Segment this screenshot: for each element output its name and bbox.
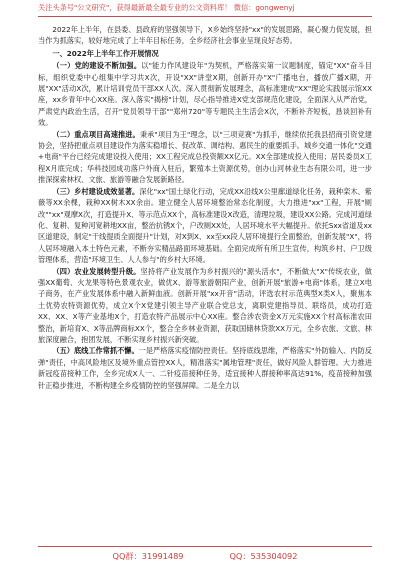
paragraph-bottom-line xyxy=(38,345,372,391)
paragraph-title: （三）乡村建设成效显著。 xyxy=(52,186,140,196)
paragraph-agriculture xyxy=(38,266,372,346)
paragraph-rural-construction xyxy=(38,186,372,266)
paragraph-text: 秉承"项目为王"理念，以"三项竞赛"为抓手，继续依托我县招商引资党建协会，坚持把重点项目建设作为落实稳增长、促改革、调结构、惠民生的重要抓手。城乡交通一体化"交通+电商"平台已经完成建设投入使用；XX工程完成总投资额XX亿元。XX全部建成投入使用；居民委员X工程X月底完成；华科技园成功落户外商入驻后，繁殖本土资源优势，创办山河林业生态有限公司，进一步推深探索林权、文旅、旅游等融合发展新路径。 xyxy=(38,129,372,185)
paragraph-text: 深化"xx"国土绿化行动，完成XX沿线X公里廊道绿化任务，栽种栾木、紫薇等XX余棵，栽种XX树木XX余亩。建立健全人居环境整治常态化制度，大力推进"xx"工程，开展"厕改""xx"观摩X次，打造提升X、等示范点XX个，高标准建设X改造，清理垃圾，建设XX公路。完成河道绿化、复耕、复种河宽耕地XX亩，整治抗锈X个，户改厕XX处，人居环境水平大幅提升。依托Sxx省道及xx区道建设，制定"干线提质全面提升"计划，对X到X、xx至xx段人居环境提行全面整治，创新发展"X"，将人居环境融入本土特色元素，不断夯实精品路面环境基础。全面完成所有所卫生宣传，构筑乡村、户卫级管理体系，营造"环境卫生、人人参与"的乡村大环境。 xyxy=(38,186,372,265)
header-divider xyxy=(38,16,372,17)
paragraph-title: （四）农业发展转型升级。 xyxy=(52,266,141,276)
paragraph-text: 一是严格落实疫情防控责任。坚持底线思维，严格落实"外防输入、内防反弹"责任，中高风险地区及境外重点管控XX人，精准落实"属地管理"责任，做好风险人群管理。大力推进新冠疫苗接种工作，全乡完成X人一、二针疫苗接种任务，适宜接种人群接种率高达91%，疫苗接种加强针正稳步推进，不断构建全乡疫情防控的坚强屏障。二是全力以 xyxy=(38,346,372,390)
footer-divider xyxy=(38,546,372,547)
footer xyxy=(38,551,372,562)
footer-qq-group: QQ群：31991489 xyxy=(112,551,184,561)
paragraph-title: （五）底线工作常抓不懈。 xyxy=(52,346,139,356)
section-heading: 一、2022年上半年工作开展情况 xyxy=(52,48,159,58)
document-body xyxy=(38,24,372,391)
paragraph-party-building xyxy=(38,60,372,128)
paragraph-text: 坚持将产业发展作为乡村振兴的"源头活水"，不断做大"X"传统农业，做强XX葡萄、火龙果等特色景观农业，做优X、游等旅游朝阳产业，创新开展"旅游+电商"体系，建立X电子商务，在产业发展体系中融入新鲜血液。创新开展"xx开音"活动，评选农村示范典型X类X人，聚焦本土优势农特资源优势，成立X个X党建引领主导产业联合党总支，离职党建指导员、联络员，成功打造XX、XX、X等产业基地X个，打造农特产品展示中心XX座。整合涉农资金X万元实施XX个村高标准农田整治，新培育X、X等品牌商标XX个，整合全乡林业资源，获取国储林贷款XX万元，全乡农旅、文旅、林旅深度融合，抱团发展，不断实现乡村振兴新突破。 xyxy=(38,266,372,344)
intro-paragraph: 2022年上半年，在县委、县政府的坚强领导下，X乡始终坚持"xx"的发展思路，凝心聚力促发展，担当作为抓落实，较好地完成了上半年目标任务，全乡经济社会事业呈现良好态势。 xyxy=(38,25,372,46)
footer-qq: QQ：535304092 xyxy=(229,551,298,561)
header-banner: 关注头条号"公文研究"，获得最新最全最专业的公文资料库！ 微信：gongwenyj xyxy=(38,3,295,12)
paragraph-text: 以"能力作风建设年"为契机，严格落实第一议题制度，锚定"XX"奋斗目标，组织党委中心组集中学习共X次，开设"XX"讲堂X期，创新开办"X"广播电台，播放广播X期，开展"XX"活动X次，累计培训党员干部XX人次。深入贯彻新发展理念，高标准建成"XX"理论实践展示馆XX座，xx乡青年中心XX座。深入落实"揭榜"计划，尽心指导推进X党支部规范化建设，全面深入从严治党，严肃党内政治生活，召开"党员领导干部""郑州720"等专题民主生活会X次，不断补齐短板，恳谈回补有效。 xyxy=(38,61,372,128)
paragraph-title: （二）重点项目高速推进。 xyxy=(52,129,140,139)
paragraph-title: （一）党的建设不断加强。 xyxy=(52,61,142,71)
paragraph-key-projects xyxy=(38,129,372,186)
